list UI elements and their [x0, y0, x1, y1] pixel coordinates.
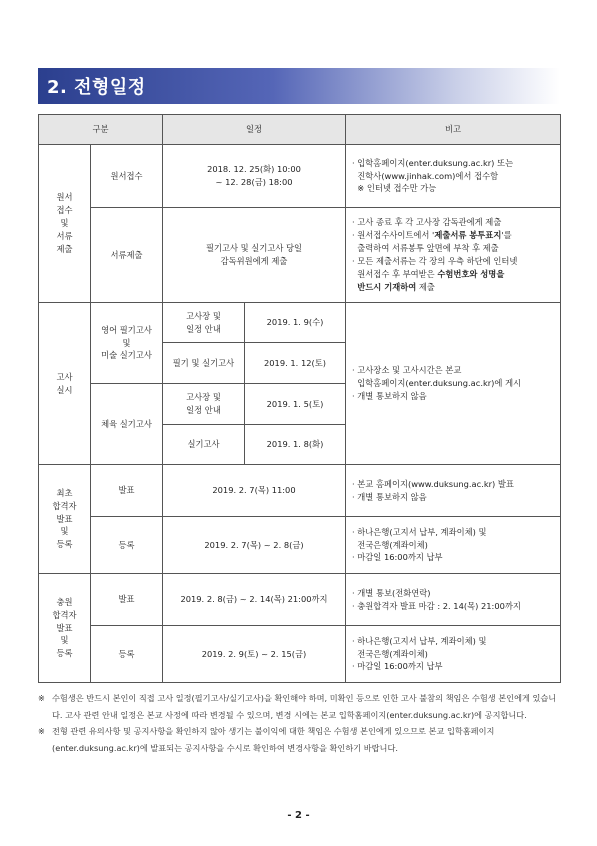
row-schedule: 2019. 2. 7(목) 11:00: [163, 465, 346, 517]
exam-date: 2019. 1. 8(화): [245, 425, 346, 465]
header-category: 구분: [39, 115, 163, 145]
row-label: 서류제출: [91, 208, 163, 303]
table-row: [39, 208, 561, 303]
row-label: 원서접수: [91, 145, 163, 208]
section-title-bar: [38, 68, 560, 104]
row-remarks: [346, 626, 561, 683]
footnotes: [38, 690, 560, 756]
footnote-mark: ※: [38, 693, 45, 703]
remark-line: 전국은행(계좌이체): [352, 648, 428, 659]
row-schedule: 2018. 12. 25(화) 10:00 ~ 12. 28(금) 18:00: [163, 145, 346, 208]
remark-line: 출력하여 서류봉투 앞면에 부착 후 제출: [352, 243, 499, 254]
exam-item: 고사장 및 일정 안내: [163, 384, 245, 425]
table-row: [39, 465, 561, 517]
row-label: 발표: [91, 574, 163, 626]
row-remarks: [346, 574, 561, 626]
remark-line: · 개별 통보하지 않음: [352, 390, 427, 401]
exam-pe-label: 체육 실기고사: [91, 384, 163, 465]
footnote-text: 전형 관련 유의사항 및 공지사항을 확인하지 않아 생기는 불이익에 대한 책임은 수험생 본인에게 있으므로 본교 입학홈페이지(enter.duksung.ac.kr)에 발표되는 공지사항을 수시로 확인하여 변경사항을 확인하기 바랍니다.: [52, 726, 495, 753]
remark-line: · 마감일 16:00까지 납부: [352, 661, 443, 672]
row-label: 등록: [91, 517, 163, 574]
group-additional: 충원 합격자 발표 및 등록: [39, 574, 91, 683]
table-row: [39, 517, 561, 574]
exam-remarks: [346, 303, 561, 465]
remark-line: · 하나은행(고지서 납부, 계좌이체) 및: [352, 635, 487, 646]
exam-english-art-label: 영어 필기고사 및 미술 실기고사: [91, 303, 163, 384]
header-remarks: 비고: [346, 115, 561, 145]
remark-line: · 본교 홈페이지(www.duksung.ac.kr) 발표: [352, 478, 514, 489]
table-row: [39, 303, 561, 343]
footnote: [38, 690, 560, 723]
row-remarks: [346, 145, 561, 208]
remark-line: · 마감일 16:00까지 납부: [352, 552, 443, 563]
remark-line: ※ 인터넷 접수만 가능: [352, 183, 437, 194]
table-header-row: [39, 115, 561, 145]
remark-line: 입학홈페이지(enter.duksung.ac.kr)에 게시: [352, 378, 522, 389]
row-label: 발표: [91, 465, 163, 517]
row-remarks: [346, 465, 561, 517]
remark-line: · 하나은행(고지서 납부, 계좌이체) 및: [352, 526, 487, 537]
remark-line: · 개별 통보(전화연락): [352, 587, 431, 598]
remark-line: · 원서접수사이트에서 '제출서류 봉투표지'를: [352, 230, 512, 241]
schedule-table: [38, 114, 561, 683]
remark-line: 전국은행(계좌이체): [352, 539, 428, 550]
exam-date: 2019. 1. 5(토): [245, 384, 346, 425]
footnote-text: 수험생은 반드시 본인이 직접 고사 일정(필기고사/실기고사)을 확인해야 하며, 미확인 등으로 인한 고사 불참의 책임은 수험생 본인에게 있습니다. 고사 관련 안내 일정은 본교 사정에 따라 변경될 수 있으며, 변경 시에는 본교 입학홈페이지(enter.duksung.ac.kr)에 공지합니다.: [52, 693, 557, 720]
remark-line: · 모든 제출서류는 각 장의 우측 하단에 인터넷: [352, 256, 518, 266]
exam-item: 필기 및 실기고사: [163, 343, 245, 384]
table-row: [39, 574, 561, 626]
page-number: - 2 -: [287, 810, 310, 821]
table-row: [39, 145, 561, 208]
remark-line: · 입학홈페이지(enter.duksung.ac.kr) 또는: [352, 157, 514, 168]
remark-line: · 고사 종료 후 각 고사장 감독관에게 제출: [352, 217, 502, 228]
remark-line: 반드시 기재하여 제출: [357, 281, 435, 292]
row-schedule: 2019. 2. 7(목) ~ 2. 8(금): [163, 517, 346, 574]
exam-item: 고사장 및 일정 안내: [163, 303, 245, 343]
exam-date: 2019. 1. 12(토): [245, 343, 346, 384]
remark-line: · 고사장소 및 고사시간은 본교: [352, 365, 462, 376]
remark-line: 진학사(www.jinhak.com)에서 접수함: [352, 170, 499, 181]
section-title: 2. 전형일정: [47, 77, 146, 98]
row-schedule: 필기고사 및 실기고사 당일 감독위원에게 제출: [163, 208, 346, 303]
group-exam: 고사 실시: [39, 303, 91, 465]
row-label: 등록: [91, 626, 163, 683]
remark-line: · 충원합격자 발표 마감 : 2. 14(목) 21:00까지: [352, 600, 521, 611]
group-final: 최초 합격자 발표 및 등록: [39, 465, 91, 574]
footnote-mark: ※: [38, 726, 45, 736]
row-remarks: [346, 517, 561, 574]
footnote: [38, 723, 560, 756]
row-remarks: [346, 208, 561, 303]
header-schedule: 일정: [163, 115, 346, 145]
remark-line: · 개별 통보하지 않음: [352, 491, 427, 502]
group-application: 원서 접수 및 서류 제출: [39, 145, 91, 303]
row-schedule: 2019. 2. 9(토) ~ 2. 15(금): [163, 626, 346, 683]
remark-line: 원서접수 후 부여받은 수험번호와 성명을: [352, 268, 505, 279]
table-row: [39, 626, 561, 683]
exam-date: 2019. 1. 9(수): [245, 303, 346, 343]
row-schedule: 2019. 2. 8(금) ~ 2. 14(목) 21:00까지: [163, 574, 346, 626]
exam-item: 실기고사: [163, 425, 245, 465]
